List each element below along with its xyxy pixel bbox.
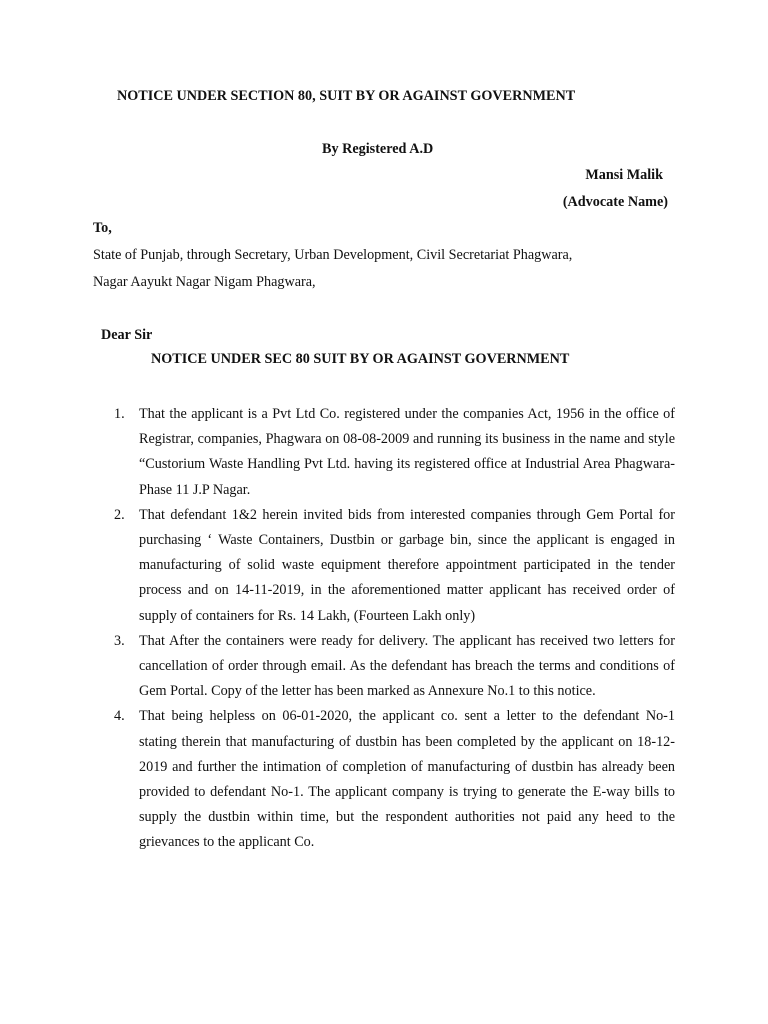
clause-number: 1. [114, 406, 125, 422]
clause-text: That being helpless on 06-01-2020, the applicant co. sent a letter to the defendant No-1 stating therein that manufacturing of dustbin has been completed by the applicant on 18-12-2019 and further the intimation of completion of manufacturing of dustbin has already been provided to defendant No-1. The applicant company is trying to generate the E-way bills to supply the dustbin within time, but the respondent authorities not paid any heed to the grievances to the applicant Co. [139, 708, 675, 851]
clause-text: That After the containers were ready for delivery. The applicant has received two letters for cancellation of order through email. As the defendant has breach the terms and conditions of Gem Portal. Copy of the letter has been marked as Annexure No.1 to this notice. [139, 632, 675, 700]
clause-number: 2. [114, 506, 125, 523]
clause-item [100, 402, 675, 503]
notice-subheading: NOTICE UNDER SEC 80 SUIT BY OR AGAINST GOVERNMENT [151, 351, 570, 367]
clause-number: 4. [114, 708, 125, 725]
clause-item [100, 629, 675, 705]
clause-text: That the applicant is a Pvt Ltd Co. registered under the companies Act, 1956 in the office of Registrar, companies, Phagwara on 08-08-2009 and running its business in the name and style “Custorium Waste Handling Pvt Ltd. having its registered office at Industrial Area Phagwara-Phase 11 J.P Nagar. [139, 406, 675, 498]
recipient-address-line: Nagar Aayukt Nagar Nigam Phagwara, [93, 274, 316, 290]
clause-item [100, 704, 675, 855]
clause-text: That defendant 1&2 herein invited bids from interested companies through Gem Portal for purchasing ‘ Waste Containers, Dustbin or garbage bin, since the applicant is engaged in manufacturing of solid waste equipment therefore appointment participated in the tender process and on 14-11-2019, in the aforementioned matter applicant has received order of supply of containers for Rs. 14 Lakh, (Fourteen Lakh only) [139, 506, 675, 624]
advocate-name: Mansi Malik [585, 167, 663, 183]
salutation: Dear Sir [101, 327, 153, 343]
delivery-mode: By Registered A.D [322, 141, 434, 157]
notice-title: NOTICE UNDER SECTION 80, SUIT BY OR AGAINST GOVERNMENT [117, 88, 576, 104]
clause-list [100, 402, 675, 856]
recipient-address-line: State of Punjab, through Secretary, Urban Development, Civil Secretariat Phagwara, [93, 247, 573, 263]
clause-item [100, 503, 675, 629]
recipient-label: To, [93, 220, 112, 236]
clause-number: 3. [114, 632, 125, 649]
advocate-role-label: (Advocate Name) [562, 194, 668, 210]
